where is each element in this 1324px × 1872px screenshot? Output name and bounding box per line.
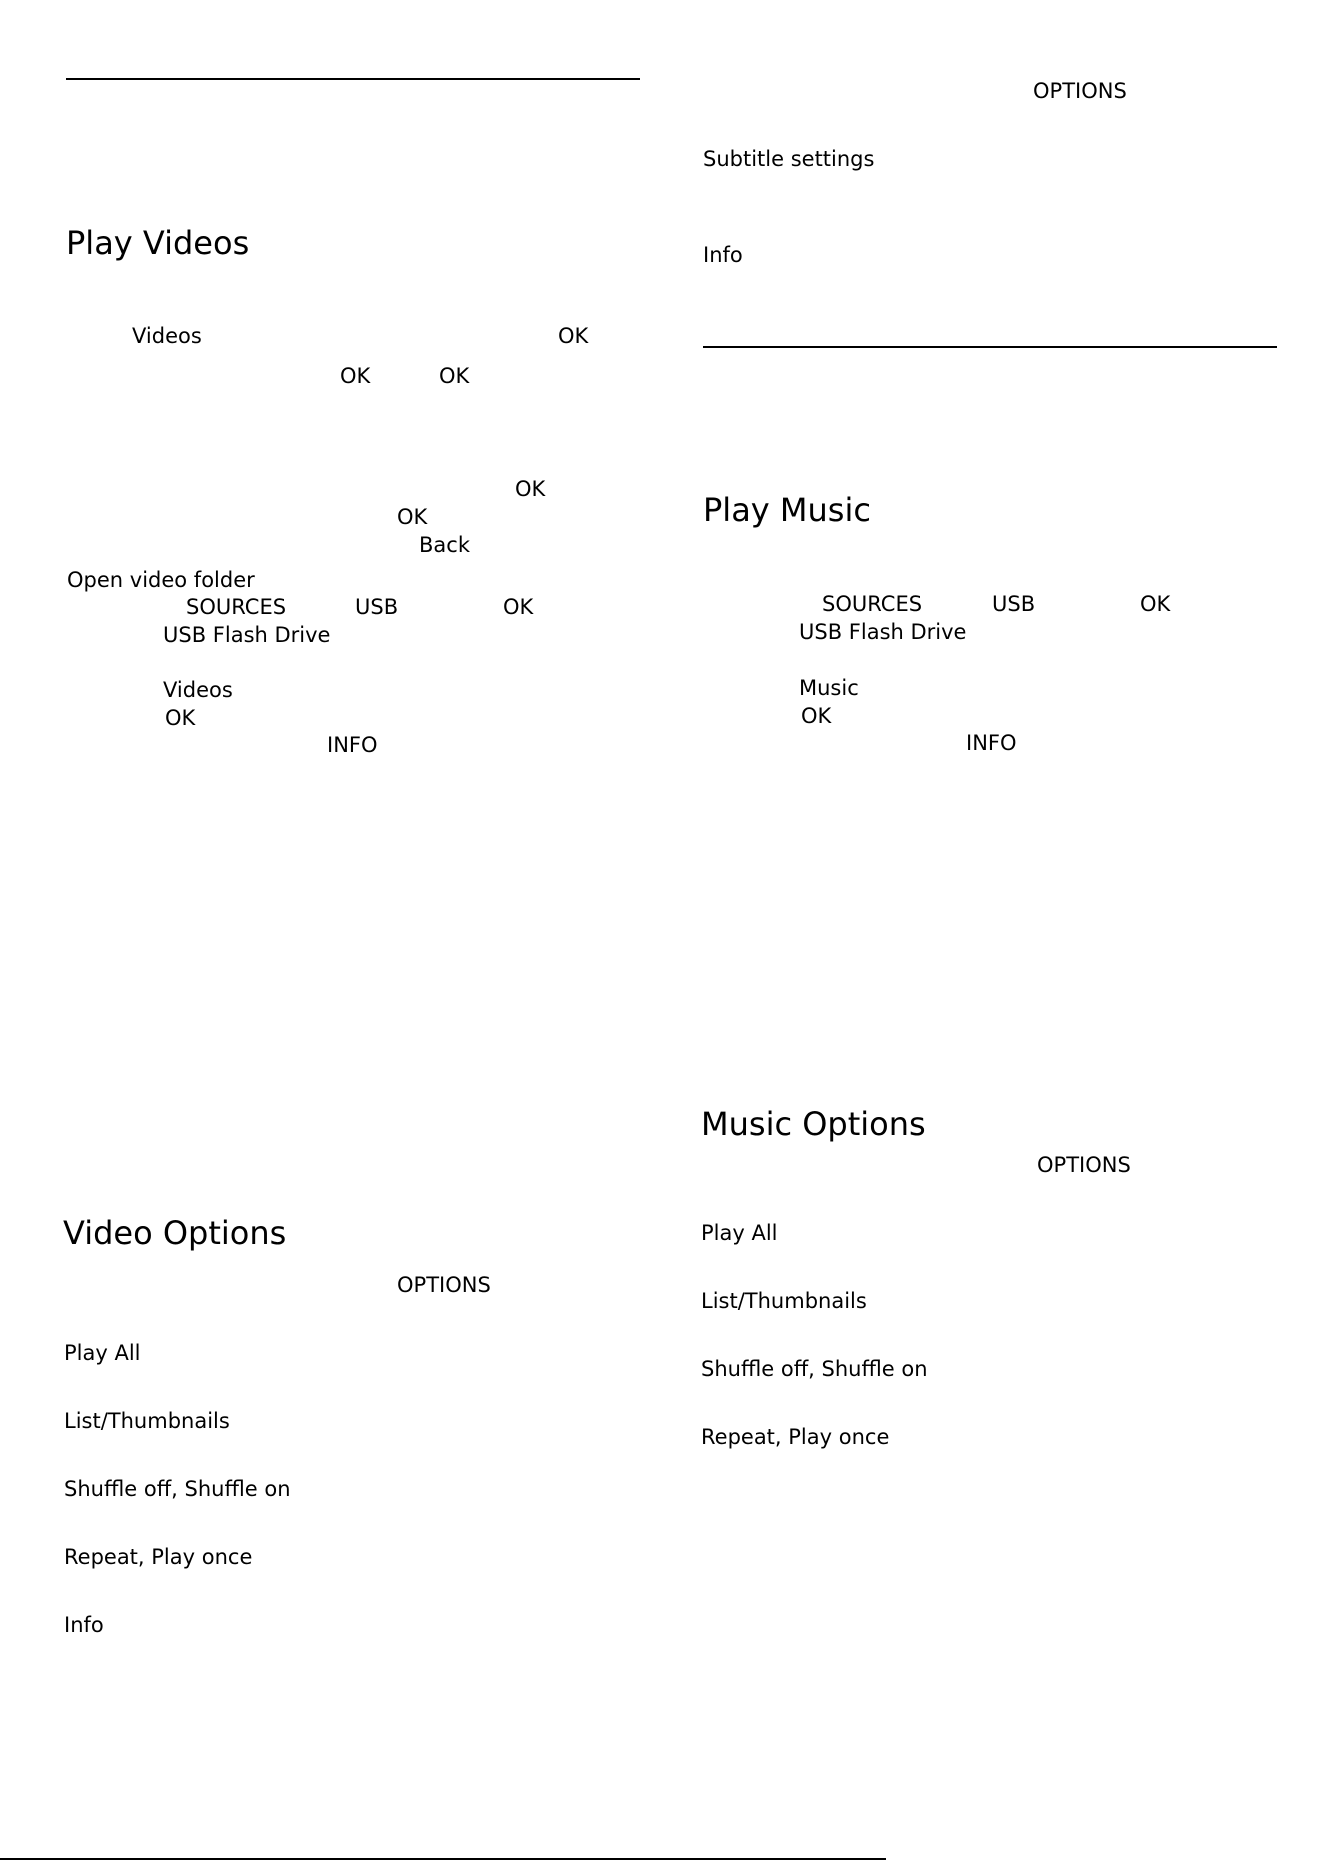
videos-keyword: Videos [163,678,233,702]
usb-keyword: USB [992,592,1036,616]
footer-rule [0,1858,886,1860]
play-music-heading: Play Music [703,491,871,529]
video-option-play-all: Play All [64,1341,141,1365]
music-keyword: Music [799,676,859,700]
ok-keyword: OK [397,505,428,529]
options-keyword: OPTIONS [1033,79,1127,103]
ok-keyword: OK [439,364,470,388]
play-videos-heading: Play Videos [66,224,250,262]
music-options-heading: Music Options [701,1105,926,1143]
section-divider-top-left [66,78,640,80]
music-option-list-thumbnails: List/Thumbnails [701,1289,867,1313]
music-option-shuffle: Shuffle off, Shuffle on [701,1357,928,1381]
sources-keyword: SOURCES [186,595,287,619]
ok-keyword: OK [801,704,832,728]
ok-keyword: OK [1140,592,1171,616]
ok-keyword: OK [503,595,534,619]
section-divider-right [703,346,1277,348]
usb-keyword: USB [355,595,399,619]
usb-flash-drive-keyword: USB Flash Drive [163,623,331,647]
info-label: Info [703,243,743,267]
ok-keyword: OK [515,477,546,501]
back-keyword: Back [419,533,470,557]
music-option-play-all: Play All [701,1221,778,1245]
ok-keyword: OK [558,324,589,348]
videos-keyword: Videos [132,324,202,348]
open-video-folder-title: Open video folder [67,568,255,592]
sources-keyword: SOURCES [822,592,923,616]
ok-keyword: OK [165,706,196,730]
video-option-list-thumbnails: List/Thumbnails [64,1409,230,1433]
video-option-info: Info [64,1613,104,1637]
options-keyword: OPTIONS [397,1273,491,1297]
video-option-repeat: Repeat, Play once [64,1545,253,1569]
video-option-shuffle: Shuffle off, Shuffle on [64,1477,291,1501]
video-options-heading: Video Options [63,1214,287,1252]
info-keyword: INFO [327,733,378,757]
usb-flash-drive-keyword: USB Flash Drive [799,620,967,644]
subtitle-settings-label: Subtitle settings [703,147,875,171]
music-option-repeat: Repeat, Play once [701,1425,890,1449]
options-keyword: OPTIONS [1037,1153,1131,1177]
ok-keyword: OK [340,364,371,388]
info-keyword: INFO [966,731,1017,755]
